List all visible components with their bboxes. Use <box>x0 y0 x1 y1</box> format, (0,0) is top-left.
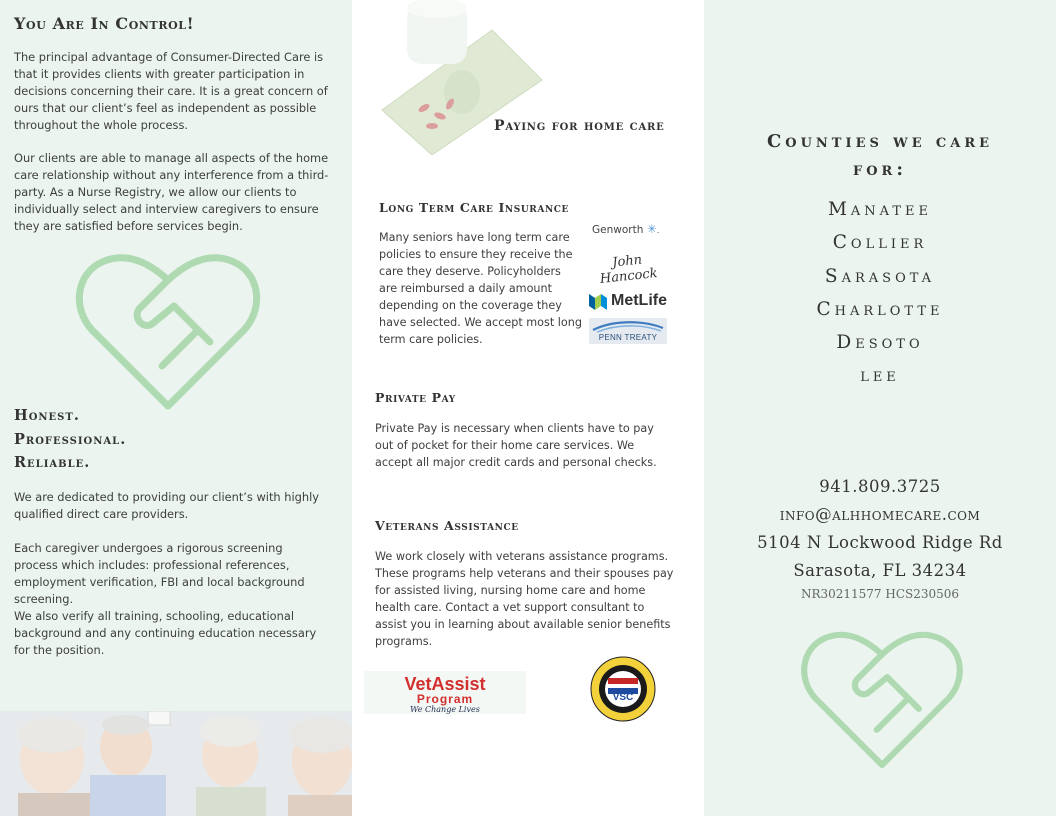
control-heading: You Are In Control! <box>14 14 195 33</box>
heart-handshake-icon <box>70 246 266 418</box>
vetassist-logo <box>364 671 526 714</box>
county-desoto: Desoto <box>836 332 924 353</box>
penn-treaty-logo <box>589 318 667 344</box>
private-pay-text: Private Pay is necessary when clients have to pay out of pocket for their home care services. We accept all major credit cards and personal checks. <box>375 422 657 469</box>
control-paragraph-1: The principal advantage of Consumer-Directed Care is that it provides clients with greater participation in decisions concerning their care. It is a great concern of ours that our client’s feel as independent as possible throughout the whole process. <box>14 50 328 132</box>
counties-title: Counties we care for: <box>766 131 994 180</box>
license-numbers: NR30211577 HCS230506 <box>800 587 960 601</box>
veteran-support-center-logo <box>590 656 656 722</box>
control-paragraph-2: Our clients are able to manage all aspects of the home care relationship without any interference from a third-party. As a Nurse Registry, we allow our clients to individually select and interview caregivers to ensure they are satisfied before services begin. <box>14 151 329 233</box>
county-charlotte: Charlotte <box>816 299 944 320</box>
phone-number: 941.809.3725 <box>819 477 941 496</box>
veterans-heading: Veterans Assistance <box>375 518 519 533</box>
private-pay-heading: Private Pay <box>375 390 456 405</box>
paying-title: Paying for home care <box>494 118 665 134</box>
vsc-emblem-icon <box>590 656 656 722</box>
email-address: info@alhhomecare.com <box>779 505 981 524</box>
genworth-star-icon: ✳ <box>646 222 657 236</box>
tagline-professional: Professional. <box>14 430 127 448</box>
veterans-text: We work closely with veterans assistance programs. These programs help veterans and their spouses pay for assisted living, nursing home care and home health care. Contact a vet support consultant to assist you in learning about available senior benefits programs. <box>375 550 674 648</box>
dedication-paragraph: We are dedicated to providing our client’s with highly qualified direct care providers. <box>14 490 320 521</box>
county-lee: lee <box>860 365 900 386</box>
tagline <box>14 404 126 475</box>
metlife-mark-icon <box>589 292 607 310</box>
ltc-text: Many seniors have long term care policies to ensure they receive the care they deserve. Policyholders are reimbursed a daily amount depending on the coverage they have selected. We accept most long term care policies. <box>379 231 582 346</box>
vetassist-program: Program <box>416 692 474 706</box>
middle-panel <box>352 0 704 816</box>
city-state-zip: Sarasota, FL 34234 <box>793 561 967 580</box>
screening-paragraph: Each caregiver undergoes a rigorous screening process which includes: professional references, employment verification, FBI and local background screening. <box>14 541 305 606</box>
tagline-reliable: Reliable. <box>14 454 91 471</box>
county-sarasota: Sarasota <box>824 266 936 287</box>
verification-paragraph: We also verify all training, schooling, educational background and any continuing education necessary for the position. <box>14 609 317 657</box>
county-manatee: Manatee <box>827 199 933 220</box>
right-panel <box>704 0 1056 816</box>
metlife-text: MetLife <box>611 292 667 309</box>
penn-treaty-swoosh-icon <box>589 318 667 334</box>
seniors-photo <box>0 711 352 816</box>
left-panel <box>0 0 352 816</box>
vetassist-title: VetAssist <box>404 674 486 694</box>
john-hancock-logo: John Hancock <box>599 252 659 287</box>
ltc-heading: Long Term Care Insurance <box>379 200 570 215</box>
tagline-honest: Honest. <box>14 407 80 424</box>
street-address: 5104 N Lockwood Ridge Rd <box>757 533 1003 552</box>
vetassist-tagline: We Change Lives <box>410 705 480 714</box>
heart-handshake-icon <box>796 622 968 778</box>
genworth-text: Genworth <box>592 224 644 236</box>
penn-treaty-text: PENN TREATY <box>598 333 658 342</box>
genworth-logo: Genworth ✳. <box>592 222 660 236</box>
county-collier: Collier <box>832 232 928 253</box>
vsc-center-text: VSC <box>612 692 634 703</box>
metlife-logo <box>589 292 667 310</box>
